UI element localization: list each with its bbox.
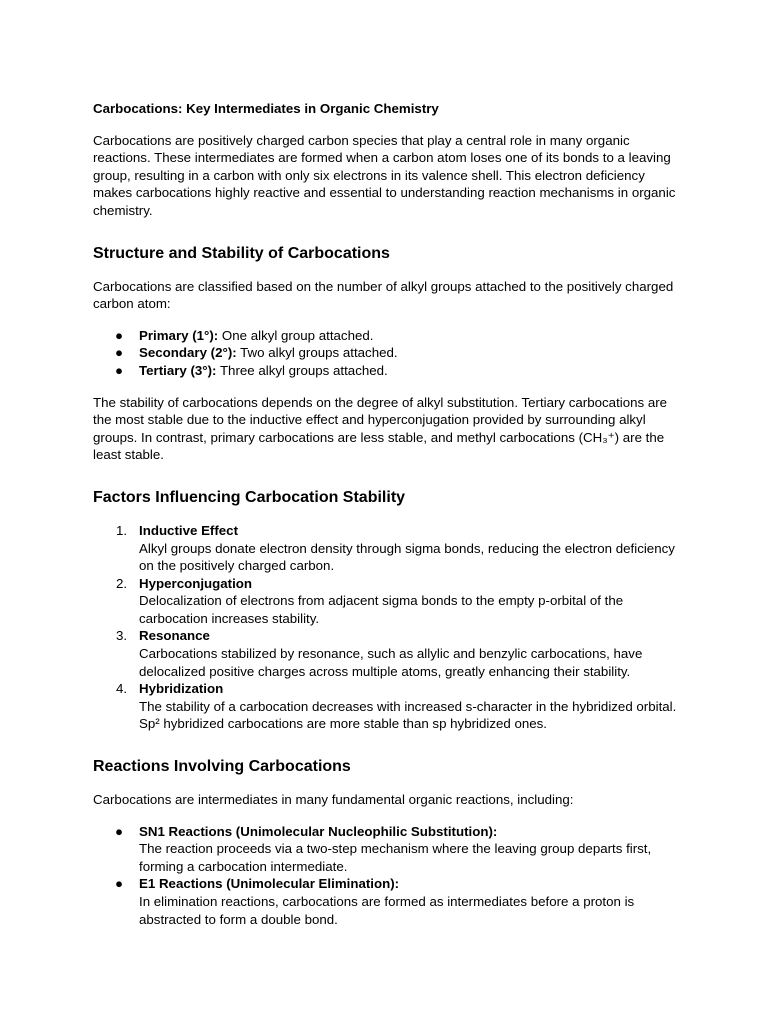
list-item	[115, 875, 683, 928]
intro-paragraph: Carbocations are positively charged carbon species that play a central role in many organic reactions. These intermediates are formed when a carbon atom loses one of its bonds to a leaving group, resulting in a carbon with only six electrons in its valence shell. This electron deficiency makes carbocations highly reactive and essential to understanding reaction mechanisms in organic chemistry.	[93, 132, 676, 218]
list-item-text: Carbocations stabilized by resonance, such as allylic and benzylic carbocations, have delocalized positive charges across multiple atoms, greatly enhancing their stability.	[139, 646, 643, 679]
list-item-text: Three alkyl groups attached.	[216, 362, 388, 378]
section-heading-structure: Structure and Stability of Carbocations	[93, 244, 390, 262]
list-item-text: The reaction proceeds via a two-step mechanism where the leaving group departs first, forming a carbocation intermediate.	[139, 841, 652, 874]
list-item-term: E1 Reactions (Unimolecular Elimination):	[139, 876, 400, 892]
section-heading-factors: Factors Influencing Carbocation Stability	[93, 488, 406, 506]
list-item-term: Inductive Effect	[139, 522, 239, 538]
list-item-term: SN1 Reactions (Unimolecular Nucleophilic Substitution):	[139, 823, 498, 839]
reactions-intro: Carbocations are intermediates in many fundamental organic reactions, including:	[93, 792, 574, 808]
bullet-icon: ●	[115, 876, 124, 892]
bullet-icon: ●	[115, 823, 124, 839]
list-item-text: The stability of a carbocation decreases with increased s-character in the hybridized orbital. Sp² hybridized carbocations are more stable than sp hybridized ones.	[139, 698, 677, 732]
list-item-term: Primary (1°):	[139, 327, 219, 343]
factors-list	[93, 522, 683, 733]
list-item	[116, 522, 683, 575]
list-number: 4.	[116, 681, 128, 697]
list-item-term: Resonance	[139, 628, 210, 644]
list-item	[116, 575, 683, 628]
list-item-text: Delocalization of electrons from adjacent sigma bonds to the empty p-orbital of the carbocation increases stability.	[139, 593, 624, 626]
structure-intro: Carbocations are classified based on the number of alkyl groups attached to the positively charged carbon atom:	[93, 278, 674, 312]
document-page	[93, 100, 683, 942]
list-item	[116, 680, 683, 733]
stability-paragraph: The stability of carbocations depends on the degree of alkyl substitution. Tertiary carbocations are the most stable due to the inductive effect and hyperconjugation provided by surrounding alkyl groups. In contrast, primary carbocations are less stable, and methyl carbocations (CH₃⁺) are the least stable.	[93, 394, 668, 463]
list-item	[115, 344, 683, 362]
reactions-list	[93, 823, 683, 929]
section-heading-reactions: Reactions Involving Carbocations	[93, 758, 351, 776]
list-number: 1.	[116, 522, 128, 538]
list-item	[115, 362, 683, 380]
list-number: 3.	[116, 628, 128, 644]
document-title: Carbocations: Key Intermediates in Organic Chemistry	[93, 101, 439, 116]
list-number: 2.	[116, 575, 128, 591]
list-item-text: Two alkyl groups attached.	[236, 345, 398, 361]
list-item-text: In elimination reactions, carbocations are formed as intermediates before a proton is abstracted to form a double bond.	[139, 894, 635, 927]
bullet-icon: ●	[115, 362, 124, 378]
list-item-term: Tertiary (3°):	[139, 362, 217, 378]
bullet-icon: ●	[115, 345, 124, 361]
list-item	[115, 327, 683, 345]
list-item-term: Secondary (2°):	[139, 345, 237, 361]
classification-list	[93, 327, 683, 380]
list-item-text: Alkyl groups donate electron density through sigma bonds, reducing the electron deficiency on the positively charged carbon.	[139, 540, 675, 574]
list-item-term: Hyperconjugation	[139, 575, 253, 591]
list-item	[115, 823, 683, 876]
list-item-term: Hybridization	[139, 681, 224, 697]
list-item-text: One alkyl group attached.	[218, 327, 374, 343]
list-item	[116, 627, 683, 680]
bullet-icon: ●	[115, 327, 124, 343]
